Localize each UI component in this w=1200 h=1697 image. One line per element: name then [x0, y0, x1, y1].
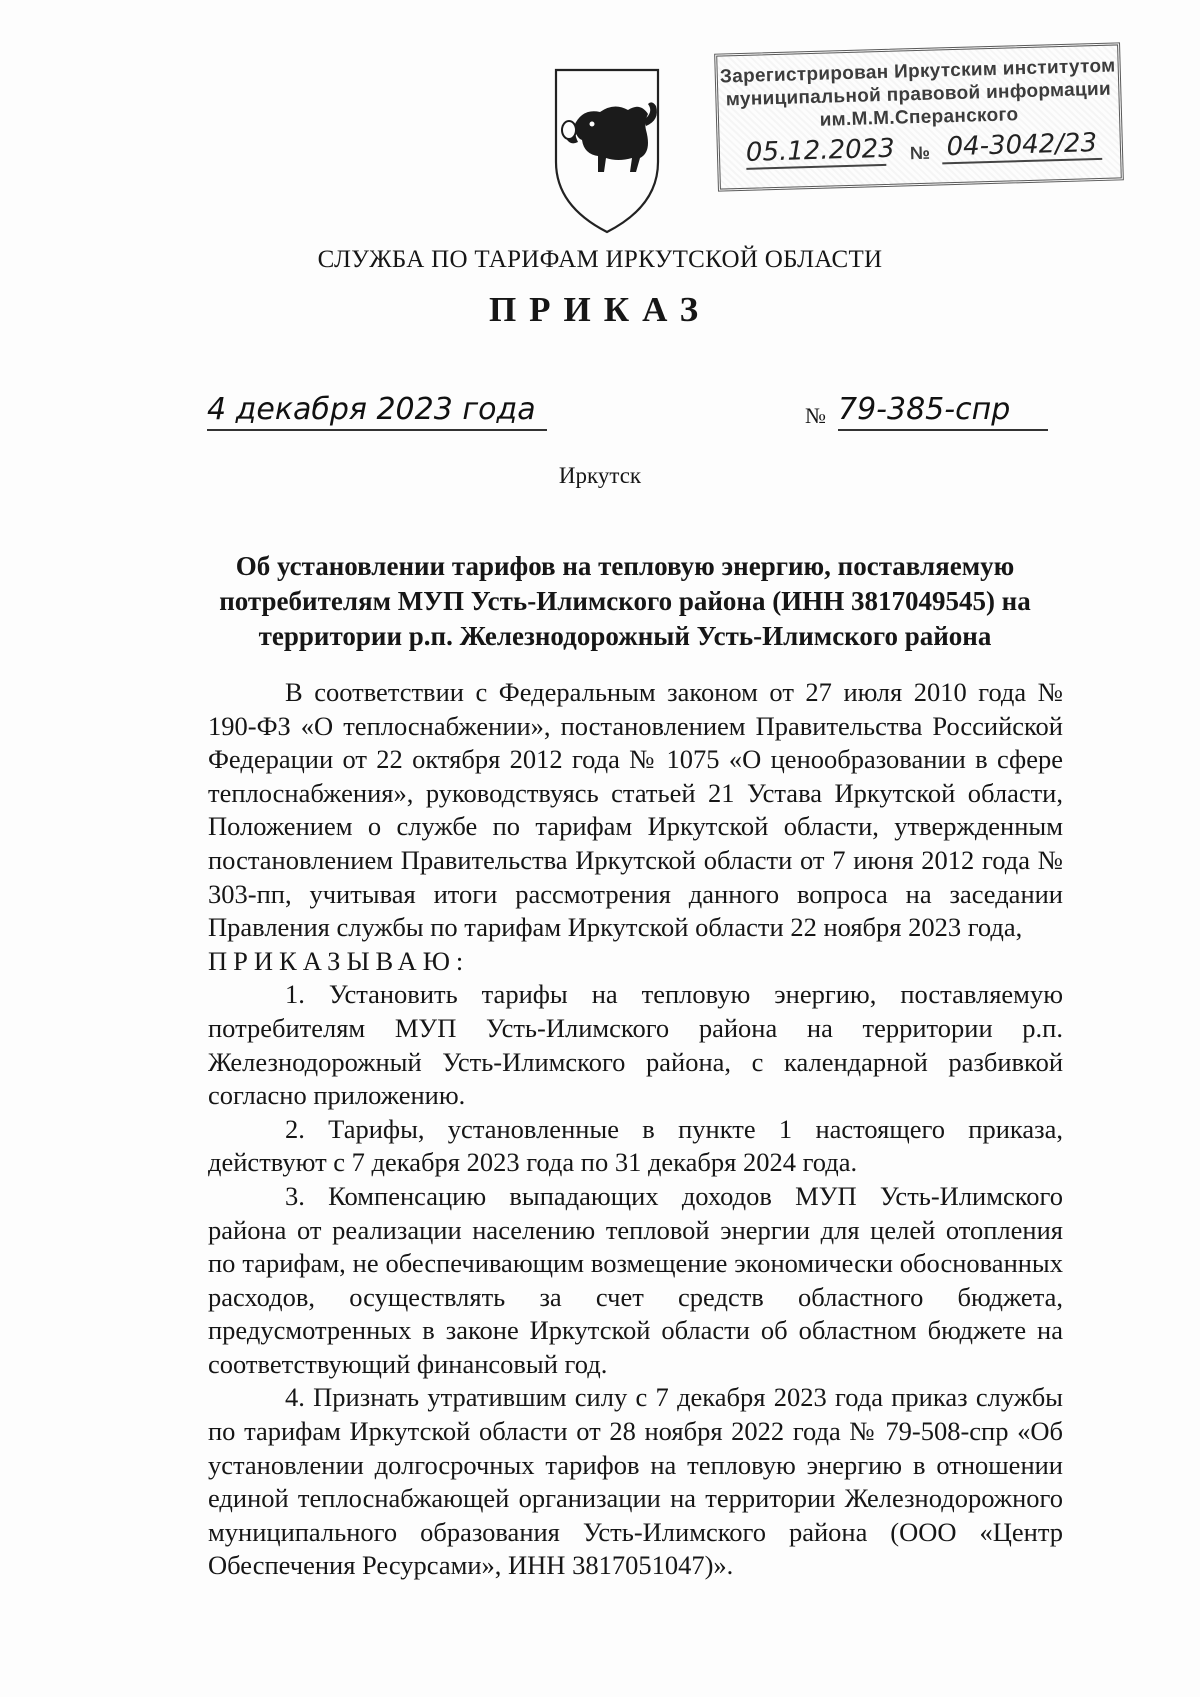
registration-stamp: [714, 42, 1124, 191]
stamp-line-1: Зарегистрирован Иркутским институтом: [719, 55, 1116, 88]
stamp-line-2: муниципальной правовой информации: [725, 78, 1112, 111]
order-item-1: 1. Установить тарифы на тепловую энергию, поставляемую потребителям МУП Усть-Илимского района на территории р.п. Железнодорожный Усть-Илимского района, с календарной разбивкой согласно приложению.: [208, 979, 1063, 1111]
document-body: [208, 676, 1063, 1583]
order-item-4: 4. Признать утратившим силу с 7 декабря 2023 года приказ службы по тарифам Иркутской области от 28 ноября 2022 года № 79-508-спр «Об установлении долгосрочных тарифов на тепловую энергию в отношении единой теплоснабжающей организации на территории Железнодорожного муниципального образования Усть-Илимского района (ООО «Центр Обеспечения Ресурсами», ИНН 3817051047)».: [208, 1382, 1063, 1581]
order-number-label: №: [805, 403, 826, 428]
document-subject: Об установлении тарифов на тепловую энергию, поставляемую потребителям МУП Усть-Илимского района (ИНН 3817049545) на территории р.п. Железнодорожный Усть-Илимского района: [219, 551, 1031, 651]
agency-name: СЛУЖБА ПО ТАРИФАМ ИРКУТСКОЙ ОБЛАСТИ: [317, 246, 883, 273]
order-item-2: 2. Тарифы, установленные в пункте 1 настоящего приказа, действуют с 7 декабря 2023 года по 31 декабря 2024 года.: [208, 1113, 1063, 1178]
handwritten-order-number: 79-385-спр: [838, 392, 1048, 431]
document-type-title: ПРИКАЗ: [488, 290, 712, 329]
stamp-date: 05.12.2023: [745, 133, 896, 168]
stamp-number-label: №: [909, 142, 931, 164]
preamble-paragraph: В соответствии с Федеральным законом от 27 июля 2010 года № 190-ФЗ «О теплоснабжении», постановлением Правительства Российской Федерации от 22 октября 2012 года № 1075 «О ценообразовании в сфере теплоснабжения», руководствуясь статьей 21 Устава Иркутской области, Положением о службе по тарифам Иркутской области, утвержденным постановлением Правительства Иркутской области от 7 июня 2012 года № 303-пп, учитывая итоги рассмотрения данного вопроса на заседании Правления службы по тарифам Иркутской области 22 ноября 2023 года,: [208, 677, 1063, 943]
stamp-number: 04-3042/23: [941, 128, 1102, 164]
irkutsk-coat-of-arms-icon: [548, 66, 666, 236]
order-word: ПРИКАЗЫВАЮ:: [208, 945, 470, 976]
city-name: Иркутск: [558, 463, 642, 488]
handwritten-date: 4 декабря 2023 года: [207, 392, 547, 431]
stamp-line-3: им.М.М.Сперанского: [819, 104, 1019, 131]
order-item-3: 3. Компенсацию выпадающих доходов МУП Усть-Илимского района от реализации населению тепловой энергии для целей отопления по тарифам, не обеспечивающим возмещение экономически обоснованных расходов, осуществлять за счет средств областного бюджета, предусмотренных в законе Иркутской области об областном бюджете на соответствующий финансовый год.: [208, 1180, 1063, 1379]
